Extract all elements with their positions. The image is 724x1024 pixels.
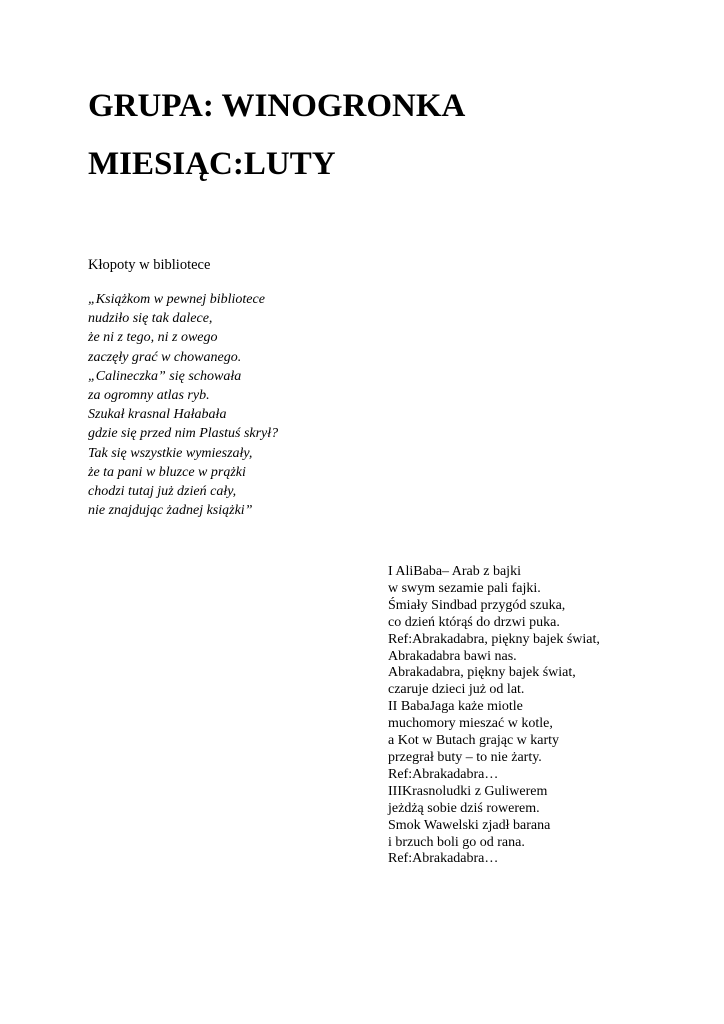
verse-line: a Kot w Butach grając w karty bbox=[388, 733, 560, 749]
month-heading: MIESIĄC:LUTY bbox=[88, 146, 336, 182]
verse-line: Smok Wawelski zjadł barana bbox=[388, 817, 551, 833]
verse-line: Ref:Abrakadabra… bbox=[388, 766, 499, 782]
verse-line: czaruje dzieci już od lat. bbox=[388, 682, 525, 698]
verse-line: Śmiały Sindbad przygód szuka, bbox=[388, 597, 566, 613]
poem-title: Kłopoty w bibliotece bbox=[88, 257, 211, 273]
verse-line: że ni z tego, ni z owego bbox=[88, 330, 218, 346]
group-heading: GRUPA: WINOGRONKA bbox=[88, 88, 466, 124]
poem-verses bbox=[88, 290, 278, 520]
verse-line: zaczęły grać w chowanego. bbox=[88, 349, 242, 365]
verse-line: Ref:Abrakadabra… bbox=[388, 851, 499, 867]
verse-line: Ref:Abrakadabra, piękny bajek świat, bbox=[388, 631, 600, 647]
verse-line: Abrakadabra, piękny bajek świat, bbox=[388, 665, 576, 681]
verse-line: muchomory mieszać w kotle, bbox=[388, 716, 553, 732]
verse-line: chodzi tutaj już dzień cały, bbox=[88, 484, 237, 500]
verse-line: i brzuch boli go od rana. bbox=[388, 834, 525, 850]
verse-line: IIIKrasnoludki z Guliwerem bbox=[388, 783, 548, 799]
verse-line: Abrakadabra bawi nas. bbox=[388, 648, 517, 664]
verse-line: nudziło się tak dalece, bbox=[88, 311, 213, 327]
song-verses bbox=[388, 564, 600, 868]
verse-line: co dzień którąś do drzwi puka. bbox=[388, 614, 560, 630]
verse-line: Szukał krasnal Hałabała bbox=[88, 407, 227, 423]
verse-line: „Calineczka” się schowała bbox=[88, 368, 242, 384]
verse-line: Tak się wszystkie wymieszały, bbox=[88, 445, 253, 461]
verse-line: II BabaJaga każe miotle bbox=[388, 699, 523, 715]
verse-line: przegrał buty – to nie żarty. bbox=[388, 749, 542, 765]
verse-line: w swym sezamie pali fajki. bbox=[388, 580, 541, 596]
verse-line: „Książkom w pewnej bibliotece bbox=[88, 292, 265, 307]
verse-line: za ogromny atlas ryb. bbox=[88, 388, 210, 404]
verse-line: jeżdżą sobie dziś rowerem. bbox=[388, 800, 540, 816]
verse-line: gdzie się przed nim Plastuś skrył? bbox=[88, 426, 279, 442]
verse-line: że ta pani w bluzce w prążki bbox=[88, 464, 246, 480]
verse-line: I AliBaba– Arab z bajki bbox=[388, 564, 521, 579]
verse-line: nie znajdując żadnej książki” bbox=[88, 503, 253, 519]
